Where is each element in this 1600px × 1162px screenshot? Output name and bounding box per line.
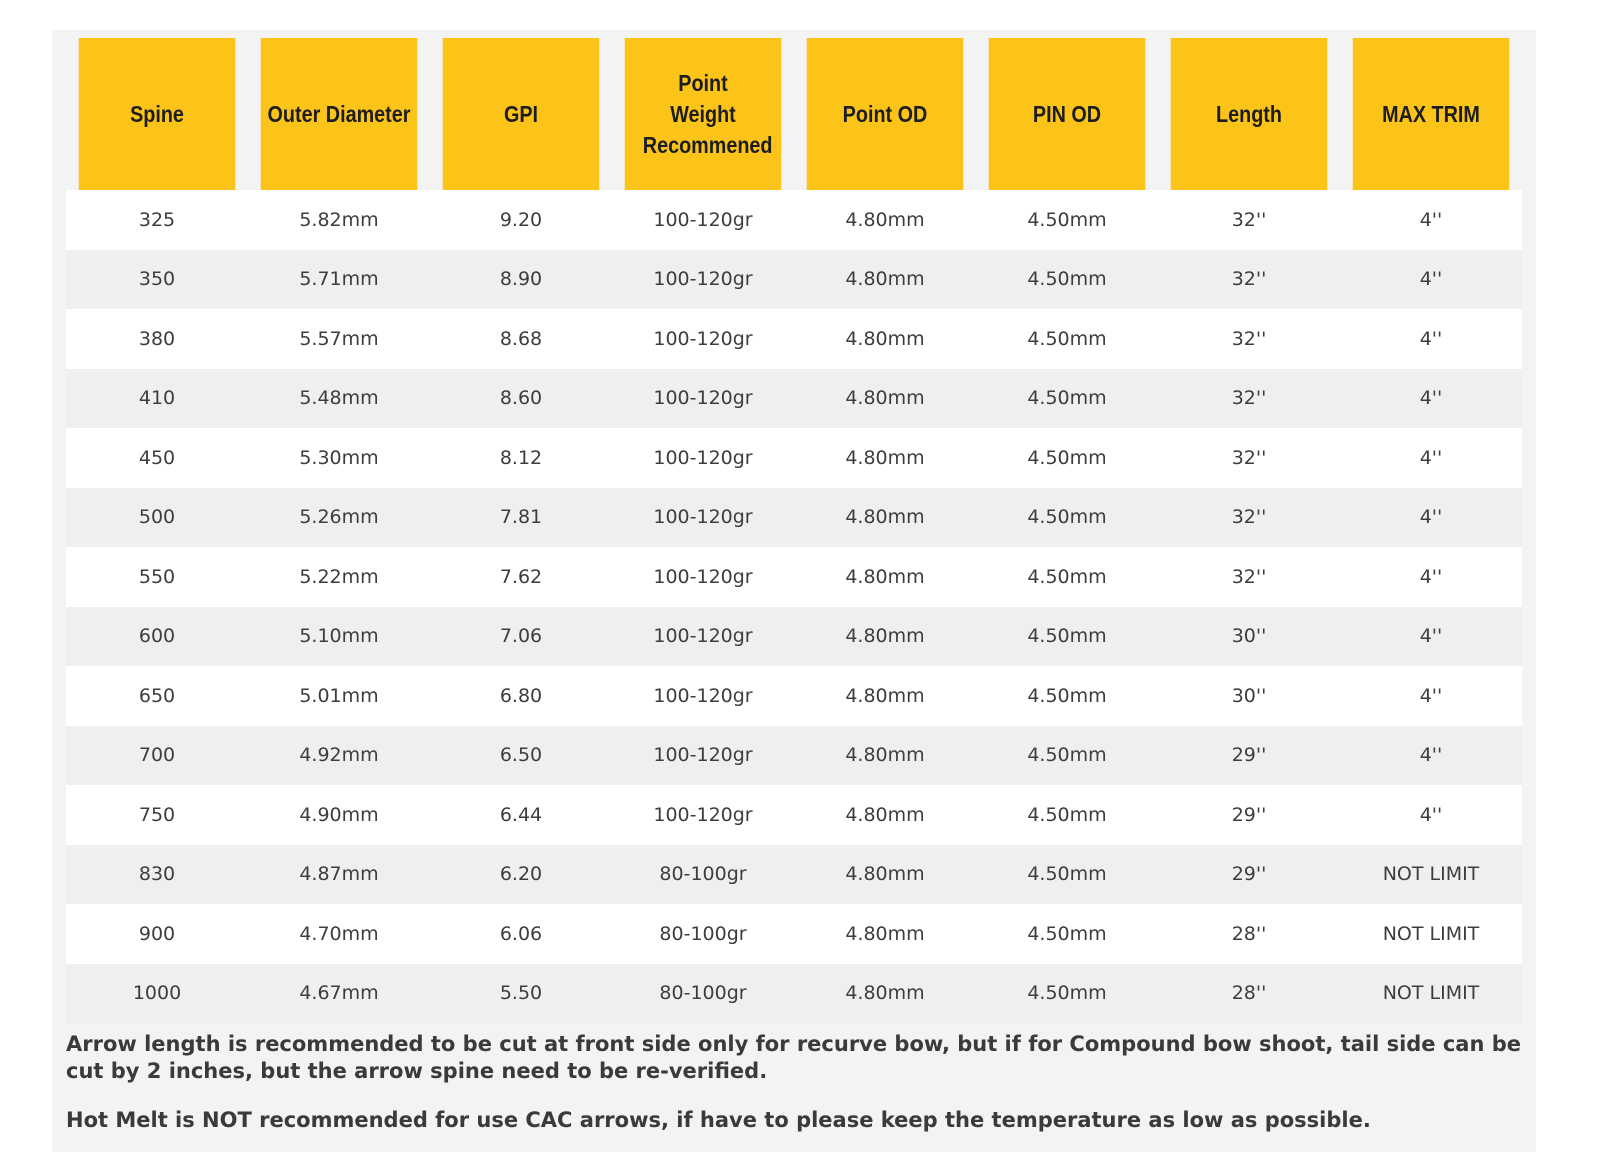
cell-length: 32'' (1158, 250, 1340, 310)
cell-length: 28'' (1158, 964, 1340, 1024)
cell-gpi: 7.06 (430, 607, 612, 667)
cell-point-weight: 100-120gr (612, 607, 794, 667)
cell-outer-diameter: 4.87mm (248, 845, 430, 905)
cell-length: 32'' (1158, 190, 1340, 250)
arrow-spec-table (66, 38, 1522, 1023)
cell-point-weight: 100-120gr (612, 428, 794, 488)
cell-pin-od: 4.50mm (976, 547, 1158, 607)
cell-length: 29'' (1158, 845, 1340, 905)
cell-point-od: 4.80mm (794, 190, 976, 250)
cell-point-weight: 100-120gr (612, 190, 794, 250)
cell-point-od: 4.80mm (794, 428, 976, 488)
header-pin-od: PIN OD (989, 38, 1146, 190)
header-outer-diameter: Outer Diameter (261, 38, 418, 190)
cell-max-trim: 4'' (1340, 250, 1522, 310)
cell-max-trim: NOT LIMIT (1340, 904, 1522, 964)
hot-melt-note: Hot Melt is NOT recommended for use CAC arrows, if have to please keep the temperature as low as possible. (66, 1108, 1371, 1132)
spec-panel (52, 30, 1536, 1152)
cell-spine: 650 (66, 666, 248, 726)
table-row (66, 964, 1522, 1024)
cell-point-od: 4.80mm (794, 369, 976, 429)
cell-max-trim: 4'' (1340, 726, 1522, 786)
cell-gpi: 8.60 (430, 369, 612, 429)
cell-length: 32'' (1158, 309, 1340, 369)
cell-spine: 600 (66, 607, 248, 667)
cell-spine: 1000 (66, 964, 248, 1024)
cell-point-od: 4.80mm (794, 845, 976, 905)
cell-point-od: 4.80mm (794, 726, 976, 786)
cell-spine: 700 (66, 726, 248, 786)
cell-outer-diameter: 4.70mm (248, 904, 430, 964)
cell-gpi: 6.06 (430, 904, 612, 964)
header-gpi: GPI (443, 38, 600, 190)
cell-spine: 410 (66, 369, 248, 429)
table-body (66, 190, 1522, 1023)
cell-length: 29'' (1158, 726, 1340, 786)
cell-pin-od: 4.50mm (976, 785, 1158, 845)
cell-max-trim: NOT LIMIT (1340, 845, 1522, 905)
cell-max-trim: 4'' (1340, 190, 1522, 250)
cell-gpi: 6.50 (430, 726, 612, 786)
cell-length: 32'' (1158, 488, 1340, 548)
cell-point-weight: 100-120gr (612, 547, 794, 607)
header-point-od: Point OD (807, 38, 964, 190)
cell-gpi: 7.62 (430, 547, 612, 607)
cell-length: 32'' (1158, 428, 1340, 488)
cell-point-od: 4.80mm (794, 607, 976, 667)
cell-outer-diameter: 5.82mm (248, 190, 430, 250)
cell-point-weight: 100-120gr (612, 309, 794, 369)
cell-gpi: 8.90 (430, 250, 612, 310)
header-row (66, 38, 1522, 190)
cell-gpi: 6.20 (430, 845, 612, 905)
cell-pin-od: 4.50mm (976, 250, 1158, 310)
cell-spine: 900 (66, 904, 248, 964)
table-row (66, 904, 1522, 964)
cell-length: 29'' (1158, 785, 1340, 845)
cell-outer-diameter: 5.30mm (248, 428, 430, 488)
cell-pin-od: 4.50mm (976, 845, 1158, 905)
cell-max-trim: 4'' (1340, 488, 1522, 548)
cell-gpi: 7.81 (430, 488, 612, 548)
table-row (66, 547, 1522, 607)
cell-point-od: 4.80mm (794, 250, 976, 310)
cell-max-trim: 4'' (1340, 666, 1522, 726)
cell-outer-diameter: 5.10mm (248, 607, 430, 667)
cell-point-od: 4.80mm (794, 547, 976, 607)
cell-gpi: 8.68 (430, 309, 612, 369)
cell-pin-od: 4.50mm (976, 666, 1158, 726)
table-row (66, 785, 1522, 845)
cell-pin-od: 4.50mm (976, 428, 1158, 488)
cell-outer-diameter: 4.67mm (248, 964, 430, 1024)
cell-point-od: 4.80mm (794, 309, 976, 369)
cell-pin-od: 4.50mm (976, 309, 1158, 369)
cell-max-trim: 4'' (1340, 607, 1522, 667)
cell-spine: 325 (66, 190, 248, 250)
cell-gpi: 9.20 (430, 190, 612, 250)
table-row (66, 309, 1522, 369)
cell-max-trim: 4'' (1340, 428, 1522, 488)
cell-max-trim: 4'' (1340, 547, 1522, 607)
table-row (66, 369, 1522, 429)
cell-outer-diameter: 5.57mm (248, 309, 430, 369)
cell-length: 32'' (1158, 547, 1340, 607)
cell-spine: 500 (66, 488, 248, 548)
cell-point-weight: 100-120gr (612, 369, 794, 429)
notes (66, 1031, 1522, 1156)
cell-pin-od: 4.50mm (976, 369, 1158, 429)
cell-point-weight: 100-120gr (612, 726, 794, 786)
table-row (66, 250, 1522, 310)
cell-max-trim: NOT LIMIT (1340, 964, 1522, 1024)
cell-outer-diameter: 4.90mm (248, 785, 430, 845)
cell-pin-od: 4.50mm (976, 964, 1158, 1024)
cell-point-od: 4.80mm (794, 964, 976, 1024)
cell-pin-od: 4.50mm (976, 488, 1158, 548)
cell-point-weight: 80-100gr (612, 964, 794, 1024)
cell-spine: 450 (66, 428, 248, 488)
cell-point-weight: 100-120gr (612, 488, 794, 548)
cell-length: 32'' (1158, 369, 1340, 429)
cell-spine: 750 (66, 785, 248, 845)
table-row (66, 666, 1522, 726)
cell-outer-diameter: 5.48mm (248, 369, 430, 429)
header-spine: Spine (79, 38, 236, 190)
cell-outer-diameter: 5.71mm (248, 250, 430, 310)
header-point-weight: Point Weight Recommened (625, 38, 782, 190)
header-length: Length (1171, 38, 1328, 190)
cell-spine: 380 (66, 309, 248, 369)
cell-max-trim: 4'' (1340, 785, 1522, 845)
cell-spine: 350 (66, 250, 248, 310)
cell-pin-od: 4.50mm (976, 190, 1158, 250)
cell-pin-od: 4.50mm (976, 726, 1158, 786)
cell-point-weight: 100-120gr (612, 250, 794, 310)
cell-outer-diameter: 5.26mm (248, 488, 430, 548)
cell-pin-od: 4.50mm (976, 607, 1158, 667)
table-header (66, 38, 1522, 190)
cell-outer-diameter: 5.01mm (248, 666, 430, 726)
cell-point-od: 4.80mm (794, 785, 976, 845)
cell-length: 30'' (1158, 666, 1340, 726)
cell-spine: 550 (66, 547, 248, 607)
cell-max-trim: 4'' (1340, 369, 1522, 429)
cell-length: 30'' (1158, 607, 1340, 667)
cell-point-weight: 100-120gr (612, 785, 794, 845)
cell-point-weight: 80-100gr (612, 904, 794, 964)
cell-spine: 830 (66, 845, 248, 905)
table-row (66, 845, 1522, 905)
cell-outer-diameter: 5.22mm (248, 547, 430, 607)
cell-max-trim: 4'' (1340, 309, 1522, 369)
table-row (66, 726, 1522, 786)
table-row (66, 607, 1522, 667)
cell-gpi: 6.44 (430, 785, 612, 845)
cut-note: Arrow length is recommended to be cut at front side only for recurve bow, but if for Compound bow shoot, tail side can be cut by 2 inches, but the arrow spine need to be re-verified. (66, 1032, 1522, 1083)
cell-gpi: 8.12 (430, 428, 612, 488)
table-row (66, 488, 1522, 548)
table-row (66, 428, 1522, 488)
cell-point-od: 4.80mm (794, 904, 976, 964)
cell-pin-od: 4.50mm (976, 904, 1158, 964)
cell-point-od: 4.80mm (794, 488, 976, 548)
cell-outer-diameter: 4.92mm (248, 726, 430, 786)
cell-length: 28'' (1158, 904, 1340, 964)
header-max-trim: MAX TRIM (1353, 38, 1510, 190)
cell-gpi: 6.80 (430, 666, 612, 726)
cell-point-weight: 100-120gr (612, 666, 794, 726)
cell-point-od: 4.80mm (794, 666, 976, 726)
cell-point-weight: 80-100gr (612, 845, 794, 905)
cell-gpi: 5.50 (430, 964, 612, 1024)
table-row (66, 190, 1522, 250)
